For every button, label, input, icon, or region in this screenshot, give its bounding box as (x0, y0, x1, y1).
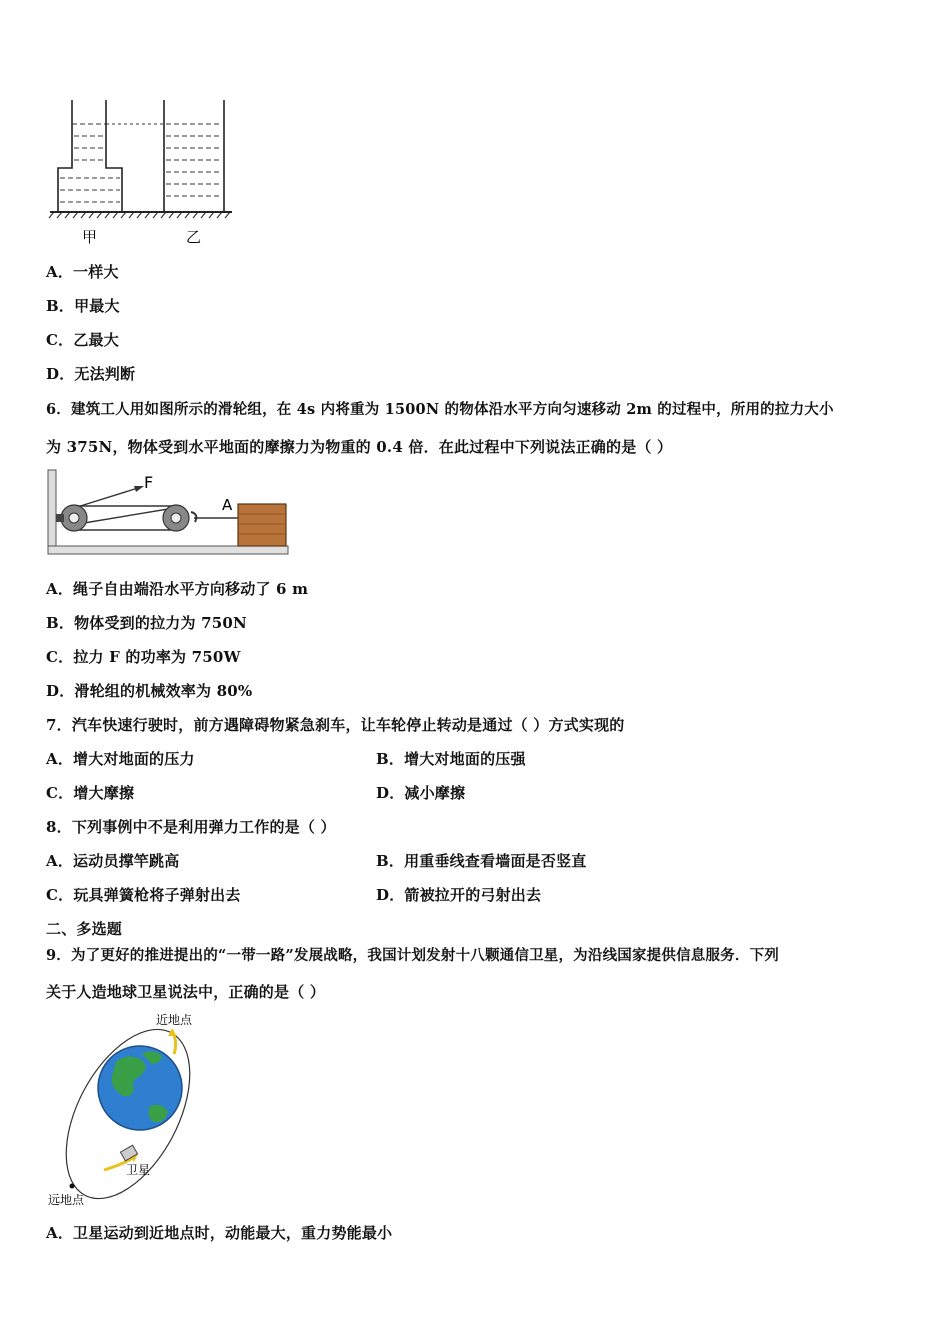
q7-option-b[interactable]: B．增大对地面的压强 (376, 750, 526, 768)
q9-label-top: 近地点 (156, 1013, 193, 1027)
q9-option-a[interactable]: A．卫星运动到近地点时，动能最大，重力势能最小 (46, 1224, 393, 1242)
q8-option-c[interactable]: C．玩具弹簧枪将子弹射出去 (46, 886, 241, 904)
q9-stem-line1: 9．为了更好的推进提出的“一带一路”发展战略，我国计划发射十八颗通信卫星，为沿线国家提供信息服务．下列 (46, 947, 779, 964)
q5-option-a[interactable]: A．一样大 (46, 263, 119, 281)
q9-figure (46, 1010, 216, 1210)
q5-label-yi: 乙 (186, 228, 202, 246)
q5-option-b[interactable]: B．甲最大 (46, 297, 120, 315)
q9-stem-line2: 关于人造地球卫星说法中，正确的是（ ） (46, 983, 326, 1001)
q7-option-c[interactable]: C．增大摩擦 (46, 784, 135, 802)
q8-stem: 8．下列事例中不是利用弹力工作的是（ ） (46, 818, 336, 836)
q5-option-d[interactable]: D．无法判断 (46, 365, 136, 383)
q7-stem: 7．汽车快速行驶时，前方遇障碍物紧急刹车，让车轮停止转动是通过（ ）方式实现的 (46, 716, 625, 734)
q7-option-d[interactable]: D．减小摩擦 (376, 784, 466, 802)
q8-option-b[interactable]: B．用重垂线查看墙面是否竖直 (376, 852, 587, 870)
section-title: 二、多选题 (46, 920, 123, 938)
q5-option-c[interactable]: C．乙最大 (46, 331, 119, 349)
q6-figure (46, 468, 291, 560)
q6-label-a: A (222, 496, 233, 514)
q9-label-bottom: 远地点 (48, 1193, 85, 1207)
q8-option-a[interactable]: A．运动员撑竿跳高 (46, 852, 180, 870)
q6-label-f: F (144, 473, 154, 492)
q6-option-a[interactable]: A．绳子自由端沿水平方向移动了 6 m (46, 580, 309, 598)
q7-option-a[interactable]: A．增大对地面的压力 (46, 750, 195, 768)
q6-stem-line2: 为 375N，物体受到水平地面的摩擦力为物重的 0.4 倍．在此过程中下列说法正确的是（ ） (46, 438, 673, 456)
q6-stem-line1: 6．建筑工人用如图所示的滑轮组，在 4s 内将重为 1500N 的物体沿水平方向匀速移动 2m 的过程中，所用的拉力大小 (46, 401, 834, 418)
q6-option-c[interactable]: C．拉力 F 的功率为 750W (46, 648, 241, 666)
q8-option-d[interactable]: D．箭被拉开的弓射出去 (376, 886, 542, 904)
q5-figure (46, 96, 246, 246)
q9-label-satellite: 卫星 (126, 1163, 151, 1177)
q6-option-b[interactable]: B．物体受到的拉力为 750N (46, 614, 247, 632)
q6-option-d[interactable]: D．滑轮组的机械效率为 80% (46, 682, 253, 700)
q5-label-jia: 甲 (82, 228, 98, 246)
